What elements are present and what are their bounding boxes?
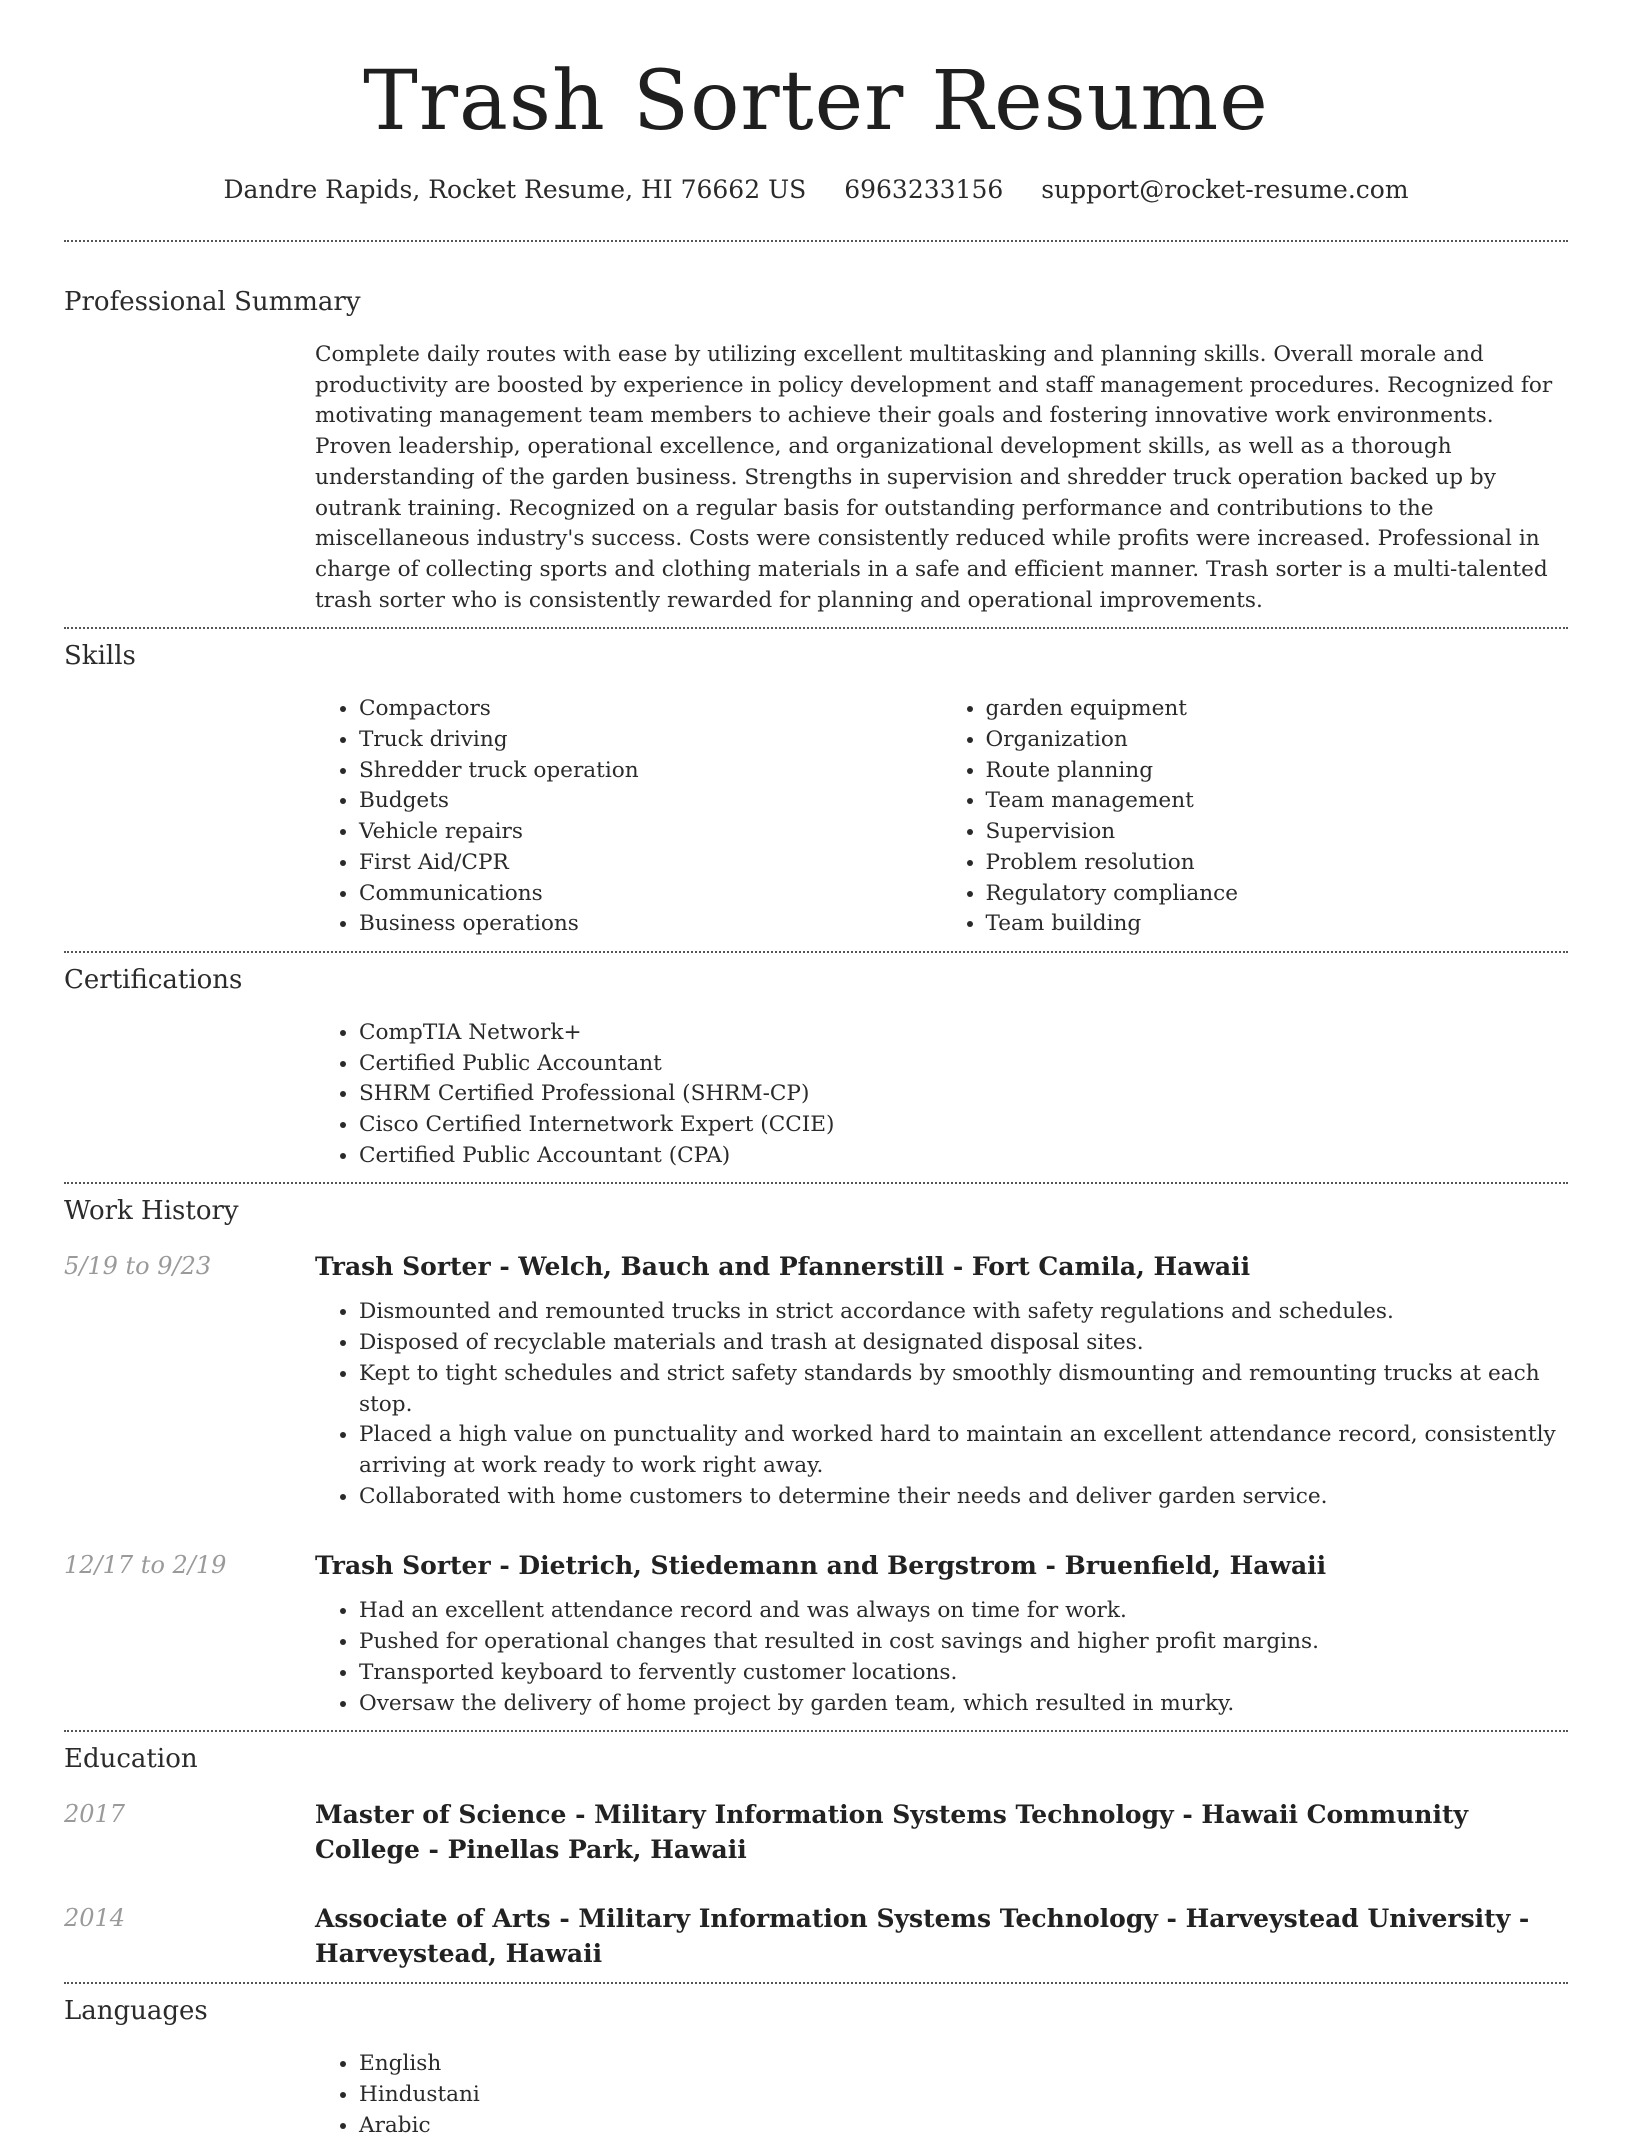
job-bullets: [315, 1596, 1568, 1719]
section-title-skills: Skills: [64, 641, 136, 672]
job-title: Trash Sorter - Welch, Bauch and Pfannerstill - Fort Camila, Hawaii: [315, 1252, 1251, 1282]
section-title-summary: Professional Summary: [64, 287, 361, 317]
skill-item: • Supervision: [986, 817, 1569, 848]
certification-item: • SHRM Certified Professional (SHRM-CP): [359, 1079, 1568, 1110]
skill-item: • Business operations: [359, 909, 942, 940]
contact-email: support@rocket-resume.com: [1041, 175, 1409, 204]
job-bullet: • Oversaw the delivery of home project by garden team, which resulted in murky.: [359, 1689, 1568, 1720]
resume-page: [64, 0, 1568, 2141]
job-bullet: • Kept to tight schedules and strict safety standards by smoothly dismounting and remounting trucks at each stop.: [359, 1359, 1568, 1420]
resume-title: Trash Sorter Resume: [363, 54, 1269, 149]
divider: [64, 240, 1568, 242]
skill-item: • Route planning: [986, 756, 1569, 787]
job-bullet: • Pushed for operational changes that resulted in cost savings and higher profit margins.: [359, 1627, 1568, 1658]
divider: [64, 951, 1568, 953]
education-entry: [64, 1797, 1568, 1867]
contact-address: Dandre Rapids, Rocket Resume, HI 76662 US: [223, 175, 807, 204]
languages-content: [315, 2049, 1568, 2141]
certification-item: • Certified Public Accountant (CPA): [359, 1141, 1568, 1172]
skill-item: • Regulatory compliance: [986, 879, 1569, 910]
job-entry: [64, 1548, 1568, 1719]
skill-item: • Compactors: [359, 694, 942, 725]
job-bullets: [315, 1297, 1568, 1512]
job-bullet: • Transported keyboard to fervently customer locations.: [359, 1658, 1568, 1689]
section-title-languages: Languages: [64, 1996, 208, 2027]
education-entry: [64, 1901, 1568, 1971]
skill-item: • garden equipment: [986, 694, 1569, 725]
languages-list: [315, 2049, 1568, 2141]
contact-phone: 6963233156: [844, 175, 1004, 204]
certifications-content: [315, 1018, 1568, 1172]
job-dates: 12/17 to 2/19: [64, 1551, 227, 1580]
certification-item: • Cisco Certified Internetwork Expert (CCIE): [359, 1110, 1568, 1141]
skill-item: • Problem resolution: [986, 848, 1569, 879]
section-title-work-history: Work History: [64, 1196, 239, 1227]
language-item: • Hindustani: [359, 2080, 1568, 2111]
skills-column-right: [942, 694, 1569, 940]
education-body: [315, 1901, 1568, 1971]
job-bullet: • Dismounted and remounted trucks in strict accordance with safety regulations and schedules.: [359, 1297, 1568, 1328]
summary-text: Complete daily routes with ease by utilizing excellent multitasking and planning skills. Overall morale and productivity are boosted by experience in policy development and staff management procedures. Recognized for motivating management team members to achieve their goals and fostering innovative work environments. Proven leadership, operational excellence, and organizational development skills, as well as a thorough understanding of the garden business. Strengths in supervision and shredder truck operation backed up by outrank training. Recognized on a regular basis for outstanding performance and contributions to the miscellaneous industry's success. Costs were consistently reduced while profits were increased. Professional in charge of collecting sports and clothing materials in a safe and efficient manner. Trash sorter is a multi-talented trash sorter who is consistently rewarded for planning and operational improvements.: [315, 342, 1553, 613]
section-title-certifications: Certifications: [64, 964, 243, 995]
divider: [64, 1730, 1568, 1732]
divider: [64, 1982, 1568, 1984]
job-entry: [64, 1249, 1568, 1512]
divider: [64, 627, 1568, 629]
language-item: • Arabic: [359, 2111, 1568, 2141]
section-title-education: Education: [64, 1744, 198, 1775]
job-bullet: • Collaborated with home customers to determine their needs and deliver garden service.: [359, 1482, 1568, 1513]
skill-item: • Organization: [986, 725, 1569, 756]
contact-line: [64, 172, 1568, 208]
divider: [64, 1182, 1568, 1184]
skill-item: • Team building: [986, 909, 1569, 940]
skill-item: • Team management: [986, 786, 1569, 817]
job-body: [315, 1249, 1568, 1512]
summary-content: [315, 340, 1568, 616]
job-bullet: • Placed a high value on punctuality and worked hard to maintain an excellent attendance record, consistently arriving at work ready to work right away.: [359, 1420, 1568, 1481]
education-year: 2017: [64, 1800, 126, 1829]
education-year: 2014: [64, 1904, 126, 1933]
skills-list: [315, 694, 1568, 940]
job-bullet: • Had an excellent attendance record and was always on time for work.: [359, 1596, 1568, 1627]
job-title: Trash Sorter - Dietrich, Stiedemann and Bergstrom - Bruenfield, Hawaii: [315, 1551, 1327, 1581]
skills-column-left: [315, 694, 942, 940]
skill-item: • Communications: [359, 879, 942, 910]
language-item: • English: [359, 2049, 1568, 2080]
job-body: [315, 1548, 1568, 1719]
certification-item: • Certified Public Accountant: [359, 1049, 1568, 1080]
job-bullet: • Disposed of recyclable materials and trash at designated disposal sites.: [359, 1328, 1568, 1359]
certifications-list: [315, 1018, 1568, 1172]
job-dates: 5/19 to 9/23: [64, 1252, 212, 1281]
education-body: [315, 1797, 1568, 1867]
education-degree: Associate of Arts - Military Information Systems Technology - Harveystead University - Harveystead, Hawaii: [315, 1904, 1530, 1969]
skill-item: • Budgets: [359, 786, 942, 817]
skill-item: • Truck driving: [359, 725, 942, 756]
certification-item: • CompTIA Network+: [359, 1018, 1568, 1049]
skill-item: • Shredder truck operation: [359, 756, 942, 787]
skill-item: • First Aid/CPR: [359, 848, 942, 879]
skill-item: • Vehicle repairs: [359, 817, 942, 848]
education-degree: Master of Science - Military Information Systems Technology - Hawaii Community College - Pinellas Park, Hawaii: [315, 1800, 1469, 1865]
